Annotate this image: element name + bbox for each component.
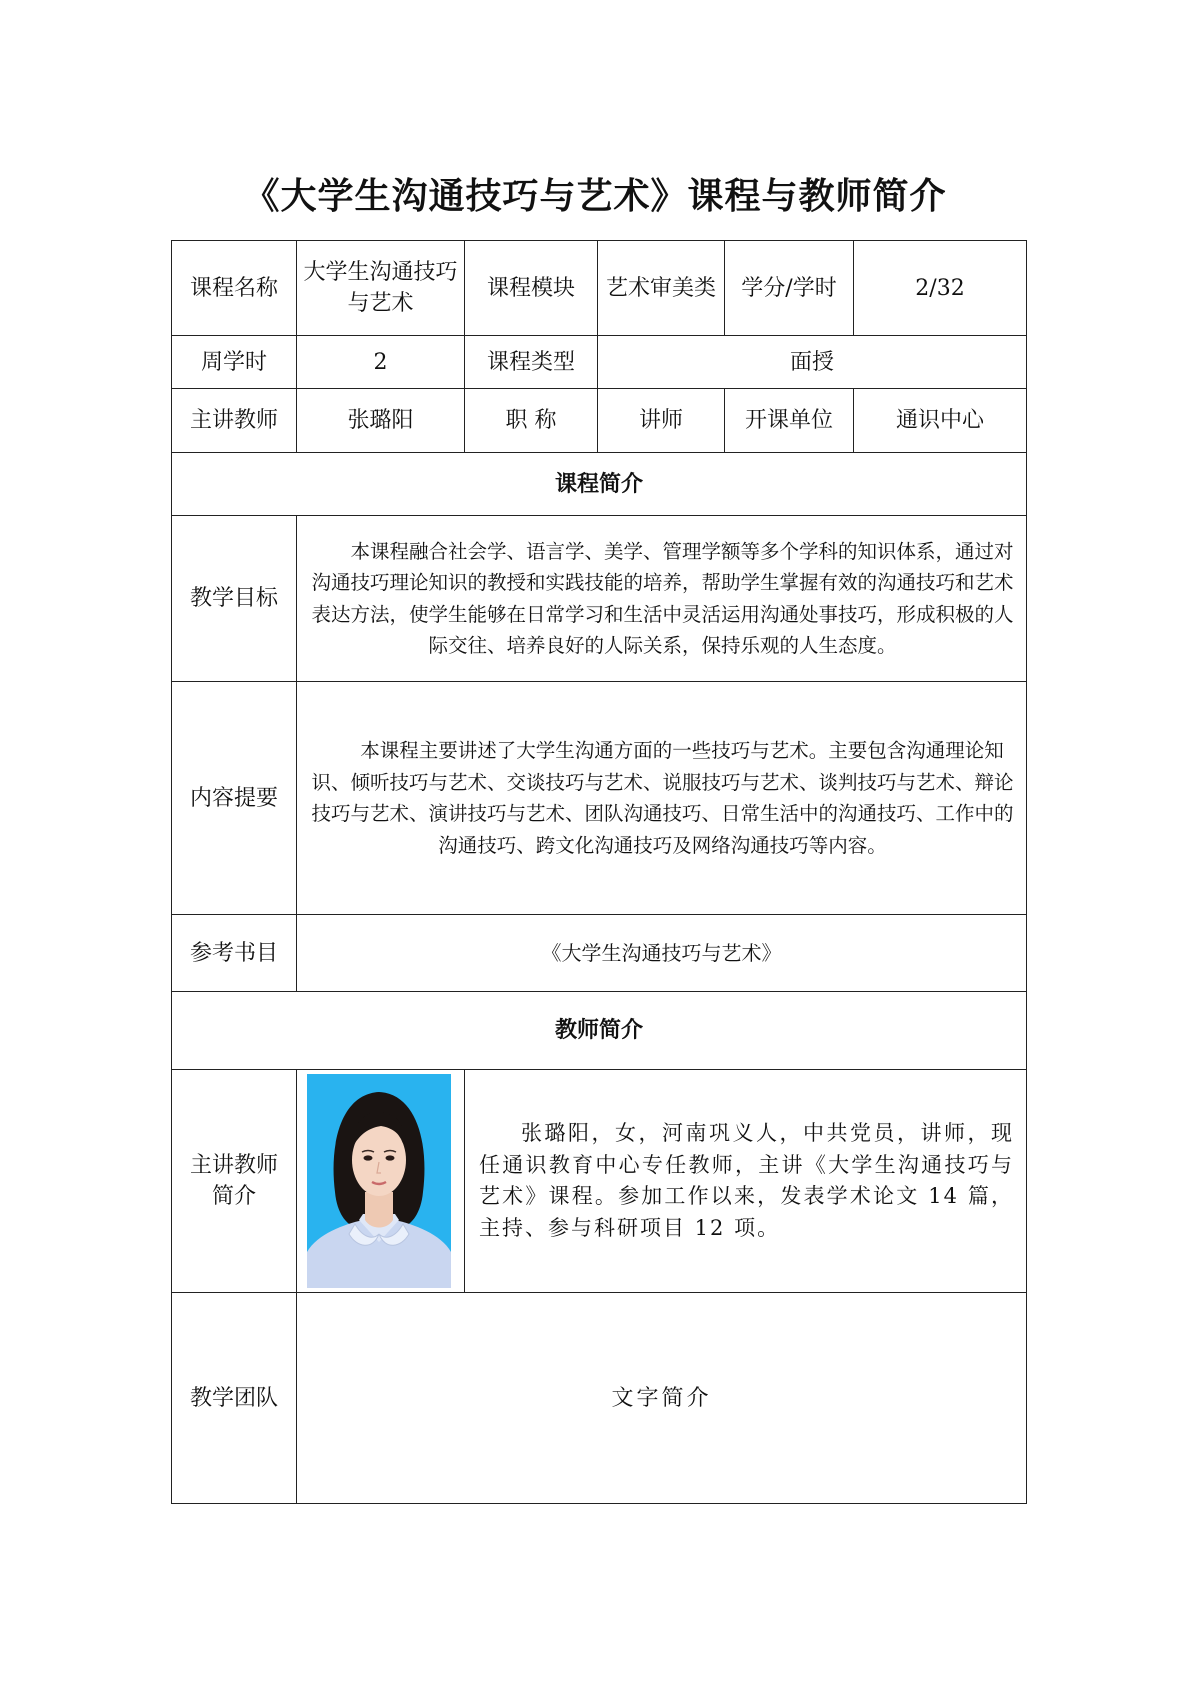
course-info-table <box>171 240 1027 1504</box>
teacher-label: 主讲教师 <box>172 389 297 453</box>
content-label: 内容提要 <box>172 682 297 915</box>
credit-label: 学分/学时 <box>725 241 854 336</box>
course-type-value: 面授 <box>598 336 1027 389</box>
teacher-photo-cell <box>297 1070 465 1293</box>
course-type-label: 课程类型 <box>465 336 598 389</box>
weekly-hours-label: 周学时 <box>172 336 297 389</box>
course-name-label: 课程名称 <box>172 241 297 336</box>
table-row <box>172 992 1027 1070</box>
module-value: 艺术审美类 <box>598 241 725 336</box>
reference-label: 参考书目 <box>172 915 297 992</box>
module-label: 课程模块 <box>465 241 598 336</box>
objectives-paragraph: 本课程融合社会学、语言学、美学、管理学额等多个学科的知识体系，通过对沟通技巧理论知识的教授和实践技能的培养，帮助学生掌握有效的沟通技巧和艺术表达方法，使学生能够在日常学习和生活中灵活运用沟通处事技巧，形成积极的人际交往、培养良好的人际关系，保持乐观的人生态度。 <box>311 539 1014 657</box>
table-row <box>172 389 1027 453</box>
team-label: 教学团队 <box>172 1293 297 1504</box>
job-title-value: 讲师 <box>598 389 725 453</box>
table-row <box>172 1070 1027 1293</box>
unit-label: 开课单位 <box>725 389 854 453</box>
table-row <box>172 915 1027 992</box>
teacher-value: 张璐阳 <box>297 389 465 453</box>
weekly-hours-value: 2 <box>297 336 465 389</box>
lead-teacher-bio-text: 张璐阳，女，河南巩义人，中共党员，讲师，现任通识教育中心专任教师，主讲《大学生沟通技巧与艺术》课程。参加工作以来，发表学术论文 14 篇，主持、参与科研项目 12 项。 <box>479 1121 1014 1240</box>
content-paragraph: 本课程主要讲述了大学生沟通方面的一些技巧与艺术。主要包含沟通理论知识、倾听技巧与艺术、交谈技巧与艺术、说服技巧与艺术、谈判技巧与艺术、辩论技巧与艺术、演讲技巧与艺术、团队沟通技巧、日常生活中的沟通技巧、工作中的沟通技巧、跨文化沟通技巧及网络沟通技巧等内容。 <box>311 739 1014 857</box>
objectives-text <box>297 516 1027 682</box>
lead-teacher-label: 主讲教师简介 <box>172 1070 297 1293</box>
objectives-label: 教学目标 <box>172 516 297 682</box>
course-intro-heading: 课程简介 <box>172 453 1027 516</box>
content-text <box>297 682 1027 915</box>
course-name-value: 大学生沟通技巧与艺术 <box>297 241 465 336</box>
teacher-photo <box>307 1074 451 1288</box>
reference-text: 《大学生沟通技巧与艺术》 <box>297 915 1027 992</box>
table-row <box>172 241 1027 336</box>
table-row <box>172 682 1027 915</box>
portrait-image <box>307 1074 451 1288</box>
lead-teacher-bio <box>465 1070 1027 1293</box>
table-row <box>172 1293 1027 1504</box>
team-text: 文字简介 <box>297 1293 1027 1504</box>
job-title-label: 职 称 <box>465 389 598 453</box>
table-row <box>172 336 1027 389</box>
table-row <box>172 516 1027 682</box>
credit-value: 2/32 <box>854 241 1027 336</box>
table-row <box>172 453 1027 516</box>
page-title: 《大学生沟通技巧与艺术》课程与教师简介 <box>243 175 947 217</box>
unit-value: 通识中心 <box>854 389 1027 453</box>
teacher-intro-heading: 教师简介 <box>172 992 1027 1070</box>
